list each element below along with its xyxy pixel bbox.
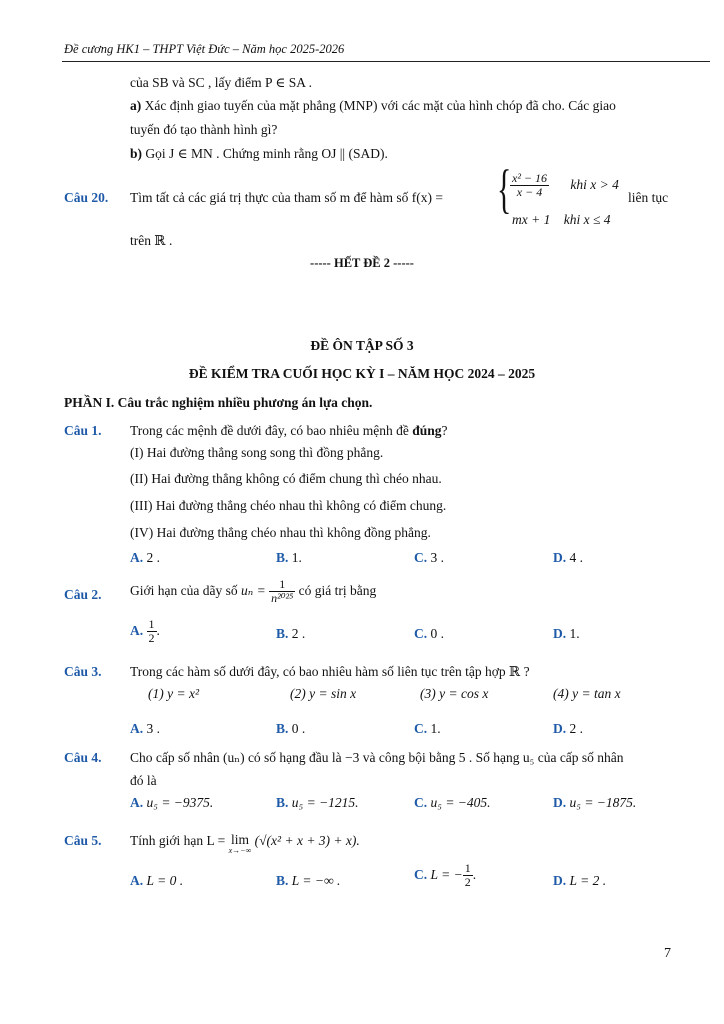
- question-3-label: Câu 3.: [64, 664, 102, 679]
- option-value: u₅ = −1215.: [291, 795, 359, 810]
- function-1: (1) y = x²: [148, 686, 200, 701]
- case-1-denominator: x − 4: [516, 185, 543, 200]
- question-3-option-d[interactable]: [553, 721, 583, 737]
- option-key: D.: [553, 550, 567, 565]
- option-denominator: 2: [148, 631, 155, 646]
- question-20-line2: trên ℝ .: [130, 233, 173, 248]
- option-key: C.: [414, 626, 428, 641]
- part-b-text: Gọi J ∈ MN . Chứng minh rằng OJ || (SAD).: [145, 146, 388, 161]
- option-tail: .: [472, 866, 477, 882]
- question-2-label: Câu 2.: [64, 587, 102, 602]
- piecewise-case-1: [510, 172, 619, 199]
- page-header: Đề cương HK1 – THPT Việt Đức – Năm học 2025-2026: [64, 42, 345, 56]
- option-key: C.: [414, 550, 428, 565]
- statement-3: (III) Hai đường thẳng chéo nhau thì không có điểm chung.: [130, 498, 447, 513]
- limit-operator: lim: [230, 832, 249, 847]
- option-key: D.: [553, 873, 567, 888]
- part-b-label: b): [130, 146, 143, 161]
- question-1-text-b: ?: [441, 423, 448, 438]
- option-key: C.: [414, 721, 428, 736]
- question-5-option-a[interactable]: [130, 873, 183, 889]
- statement-1: (I) Hai đường thẳng song song thì đồng phẳng.: [130, 445, 384, 460]
- part-b: [130, 146, 388, 162]
- option-key: A.: [130, 721, 144, 736]
- question-2-text: [130, 578, 376, 605]
- question-1-text: [130, 423, 448, 439]
- option-key: B.: [276, 721, 289, 736]
- statement-4: (IV) Hai đường thẳng chéo nhau thì không đồng phẳng.: [130, 525, 431, 540]
- option-value: 3 .: [146, 721, 160, 736]
- option-value: L = −∞ .: [291, 873, 341, 888]
- question-1-option-b[interactable]: [276, 550, 302, 566]
- question-5-option-d[interactable]: [553, 873, 606, 889]
- question-2-option-a[interactable]: [130, 618, 160, 645]
- option-value: u₅ = −9375.: [146, 795, 214, 810]
- function-4: (4) y = tan x: [553, 686, 621, 701]
- option-key: C.: [414, 866, 428, 882]
- option-value: 0 .: [430, 626, 444, 641]
- exam-3-subtitle: ĐỀ KIỂM TRA CUỐI HỌC KỲ I – NĂM HỌC 2024 – 2025: [188, 366, 536, 381]
- page-number: 7: [664, 946, 671, 961]
- question-1-option-a[interactable]: [130, 550, 160, 566]
- part-a-label: a): [130, 98, 142, 113]
- question-4-text-cont: đó là: [130, 773, 157, 788]
- question-5-option-b[interactable]: [276, 873, 340, 889]
- option-prefix: L = −: [430, 866, 463, 882]
- option-value: 4 .: [569, 550, 583, 565]
- end-of-exam-2: ----- HẾT ĐỀ 2 -----: [310, 256, 414, 270]
- question-2-text-a: Giới hạn của dãy số: [130, 582, 238, 598]
- piecewise-brace: {: [497, 159, 512, 219]
- question-5-option-c[interactable]: [414, 862, 476, 889]
- question-3-option-c[interactable]: [414, 721, 441, 737]
- part-1-heading: PHẦN I. Câu trắc nghiệm nhiều phương án lựa chọn.: [64, 395, 373, 410]
- question-1-option-d[interactable]: [553, 550, 583, 566]
- option-value: L = 0 .: [146, 873, 184, 888]
- function-2: (2) y = sin x: [290, 686, 357, 701]
- limit-expression: (√(x² + x + 3) + x).: [254, 833, 360, 848]
- case-1-condition: khi x > 4: [570, 176, 619, 192]
- question-4-option-c[interactable]: [414, 795, 491, 811]
- question-2-option-c[interactable]: [414, 626, 444, 642]
- question-5-text: [130, 833, 360, 855]
- question-20-tail: liên tục: [628, 190, 669, 205]
- question-4-option-d[interactable]: [553, 795, 636, 811]
- option-tail: .: [156, 622, 160, 638]
- case-1-numerator: x² − 16: [512, 171, 548, 185]
- question-3-text: Trong các hàm số dưới đây, có bao nhiêu hàm số liên tục trên tập hợp ℝ ?: [130, 664, 530, 679]
- option-numerator: 1: [464, 861, 471, 875]
- question-2-option-d[interactable]: [553, 626, 580, 642]
- option-value: 2 .: [146, 550, 160, 565]
- option-value: L = 2 .: [569, 873, 607, 888]
- exam-3-title: ĐỀ ÔN TẬP SỐ 3: [310, 338, 414, 353]
- question-2-option-b[interactable]: [276, 626, 305, 642]
- option-key: A.: [130, 550, 144, 565]
- question-3-option-b[interactable]: [276, 721, 305, 737]
- option-key: B.: [276, 873, 289, 888]
- continuation-line: của SB và SC , lấy điểm P ∈ SA .: [130, 75, 312, 90]
- option-key: B.: [276, 550, 289, 565]
- option-key: A.: [130, 795, 144, 810]
- option-key: D.: [553, 795, 567, 810]
- question-3-option-a[interactable]: [130, 721, 160, 737]
- option-key: D.: [553, 721, 567, 736]
- question-4-option-b[interactable]: [276, 795, 359, 811]
- option-value: u₅ = −1875.: [569, 795, 637, 810]
- question-4-option-a[interactable]: [130, 795, 213, 811]
- option-key: D.: [553, 626, 567, 641]
- question-20-text: Tìm tất cả các giá trị thực của tham số m để hàm số f(x) =: [130, 190, 443, 205]
- option-key: B.: [276, 795, 289, 810]
- option-key: A.: [130, 622, 144, 638]
- option-numerator: 1: [148, 617, 155, 631]
- function-3: (3) y = cos x: [420, 686, 489, 701]
- option-value: 1.: [291, 550, 302, 565]
- question-5-text-a: Tính giới hạn L =: [130, 833, 226, 848]
- part-a-text: Xác định giao tuyến của mặt phẳng (MNP) với các mặt của hình chóp đã cho. Các giao: [144, 98, 616, 113]
- option-value: 0 .: [291, 721, 306, 736]
- limit-numerator: 1: [269, 578, 295, 592]
- case-2-condition: khi x ≤ 4: [563, 212, 611, 227]
- option-value: 2 .: [569, 721, 583, 736]
- option-value: 3 .: [430, 550, 444, 565]
- question-5-label: Câu 5.: [64, 833, 102, 848]
- option-key: A.: [130, 873, 144, 888]
- sequence-term: uₙ =: [241, 582, 266, 598]
- question-1-option-c[interactable]: [414, 550, 444, 566]
- case-2-expression: mx + 1: [512, 212, 551, 227]
- option-value: 1.: [569, 626, 580, 641]
- option-key: C.: [414, 795, 428, 810]
- option-denominator: 2: [464, 875, 471, 890]
- question-20-label: Câu 20.: [64, 190, 109, 205]
- question-1-text-a: Trong các mệnh đề dưới đây, có bao nhiêu mệnh đề: [130, 423, 413, 438]
- question-4-label: Câu 4.: [64, 750, 102, 765]
- part-a: [130, 98, 616, 114]
- question-1-text-bold: đúng: [412, 423, 442, 438]
- question-2-text-b: có giá trị bằng: [298, 582, 377, 598]
- question-1-label: Câu 1.: [64, 423, 102, 438]
- part-a-text-cont: tuyến đó tạo thành hình gì?: [130, 122, 278, 137]
- option-value: 1.: [430, 721, 441, 736]
- option-value: u₅ = −405.: [430, 795, 491, 810]
- header-divider: [62, 61, 710, 62]
- limit-subscript: x→−∞: [228, 845, 252, 855]
- piecewise-case-2: [512, 212, 611, 228]
- option-key: B.: [276, 626, 289, 641]
- statement-2: (II) Hai đường thẳng không có điểm chung thì chéo nhau.: [130, 471, 442, 486]
- limit-denominator: n²⁰²⁵: [271, 591, 294, 606]
- option-value: 2 .: [291, 626, 306, 641]
- question-4-text: Cho cấp số nhân (uₙ) có số hạng đầu là −3 và công bội bằng 5 . Số hạng u₅ của cấp số nhân: [130, 750, 624, 765]
